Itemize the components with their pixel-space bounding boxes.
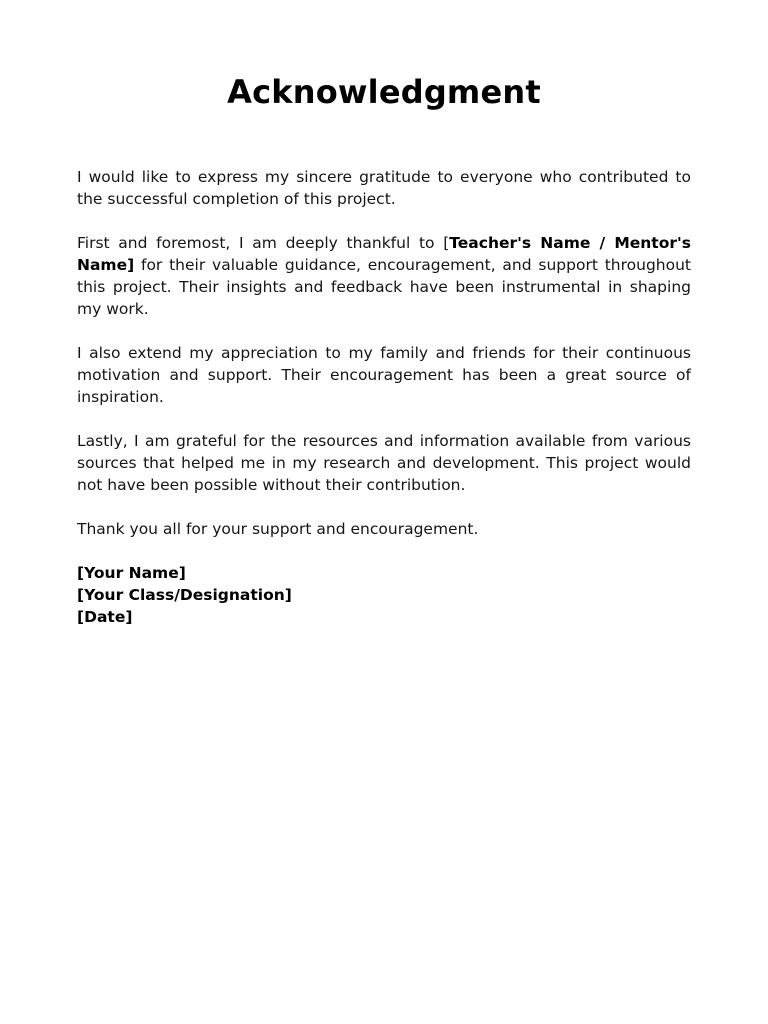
signature-date: [Date] (77, 608, 133, 626)
document-body (77, 166, 691, 628)
signature-block (77, 562, 691, 628)
paragraph-mentor-rest: for their valuable guidance, encouragement, and support throughout this project. Their insights and feedback have been instrumental in shaping my work. (77, 256, 691, 318)
mentor-name-placeholder: Teacher's Name / Mentor's Name] (77, 234, 691, 274)
page-title: Acknowledgment (227, 73, 541, 111)
signature-class-designation: [Your Class/Designation] (77, 586, 292, 604)
paragraph-mentor (77, 232, 691, 320)
paragraph-family: I also extend my appreciation to my family and friends for their continuous motivation and support. Their encouragement has been a great source of inspiration. (77, 344, 691, 406)
paragraph-intro: I would like to express my sincere gratitude to everyone who contributed to the successful completion of this project. (77, 168, 691, 208)
document-page (77, 0, 691, 628)
paragraph-mentor-lead: First and foremost, I am deeply thankful to [ (77, 234, 450, 252)
paragraph-thanks: Thank you all for your support and encouragement. (77, 520, 479, 538)
paragraph-resources: Lastly, I am grateful for the resources and information available from various sources that helped me in my research and development. This project would not have been possible without their contribution. (77, 432, 691, 494)
signature-name: [Your Name] (77, 564, 186, 582)
